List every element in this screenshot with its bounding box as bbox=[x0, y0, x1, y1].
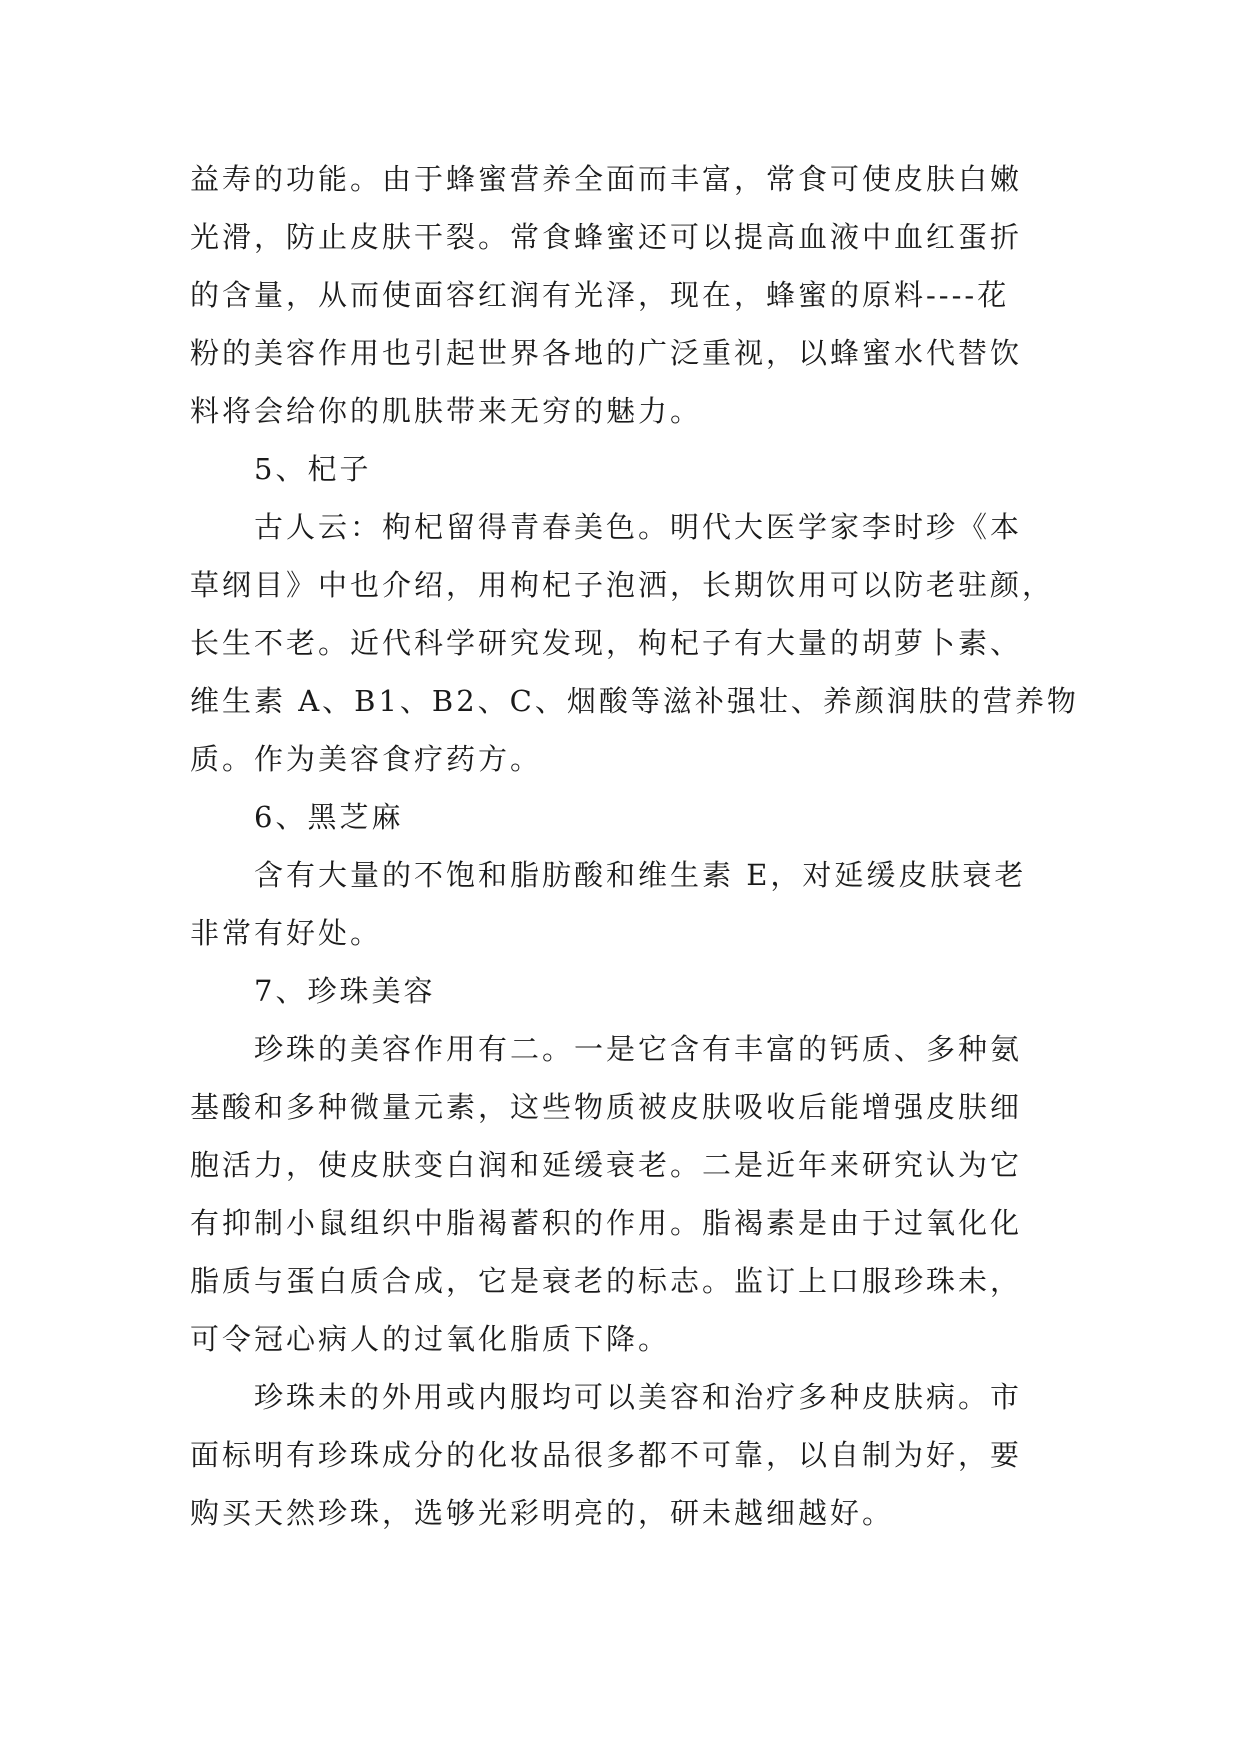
text-line: 有抑制小鼠组织中脂褐蓄积的作用。脂褐素是由于过氧化化 bbox=[190, 1206, 1023, 1240]
text-line: 维生素 A、B1、B2、C、烟酸等滋补强壮、养颜润肤的营养物 bbox=[190, 684, 1079, 718]
text-line: 光滑，防止皮肤干裂。常食蜂蜜还可以提高血液中血红蛋折 bbox=[190, 220, 1023, 254]
text-line: 购买天然珍珠，选够光彩明亮的，研未越细越好。 bbox=[190, 1496, 895, 1530]
paragraph-start: 古人云：枸杞留得青春美色。明代大医学家李时珍《本 bbox=[254, 510, 1023, 544]
text-line: 粉的美容作用也引起世界各地的广泛重视，以蜂蜜水代替饮 bbox=[190, 336, 1023, 370]
paragraph-start: 珍珠的美容作用有二。一是它含有丰富的钙质、多种氨 bbox=[254, 1032, 1023, 1066]
paragraph-start: 含有大量的不饱和脂肪酸和维生素 E，对延缓皮肤衰老 bbox=[254, 858, 1027, 892]
text-line: 基酸和多种微量元素，这些物质被皮肤吸收后能增强皮肤细 bbox=[190, 1090, 1023, 1124]
text-line: 质。作为美容食疗药方。 bbox=[190, 742, 543, 776]
text-line: 长生不老。近代科学研究发现，枸杞子有大量的胡萝卜素、 bbox=[190, 626, 1023, 660]
section-heading: 6、黑芝麻 bbox=[254, 800, 404, 834]
text-line: 草纲目》中也介绍，用枸杞子泡洒，长期饮用可以防老驻颜， bbox=[190, 568, 1055, 602]
text-line: 面标明有珍珠成分的化妆品很多都不可靠，以自制为好，要 bbox=[190, 1438, 1023, 1472]
text-line: 的含量，从而使面容红润有光泽，现在，蜂蜜的原料----花 bbox=[190, 278, 1010, 312]
text-line: 胞活力，使皮肤变白润和延缓衰老。二是近年来研究认为它 bbox=[190, 1148, 1023, 1182]
text-line: 益寿的功能。由于蜂蜜营养全面而丰富，常食可使皮肤白嫩 bbox=[190, 162, 1023, 196]
section-heading: 7、珍珠美容 bbox=[254, 974, 436, 1008]
document-body bbox=[190, 150, 1079, 1542]
text-line: 脂质与蛋白质合成，它是衰老的标志。监订上口服珍珠未， bbox=[190, 1264, 1023, 1298]
section-heading: 5、杞子 bbox=[254, 452, 372, 486]
text-line: 可令冠心病人的过氧化脂质下降。 bbox=[190, 1322, 671, 1356]
paragraph-start: 珍珠未的外用或内服均可以美容和治疗多种皮肤病。市 bbox=[254, 1380, 1023, 1414]
text-line: 料将会给你的肌肤带来无穷的魅力。 bbox=[190, 394, 703, 428]
text-line: 非常有好处。 bbox=[190, 916, 383, 950]
